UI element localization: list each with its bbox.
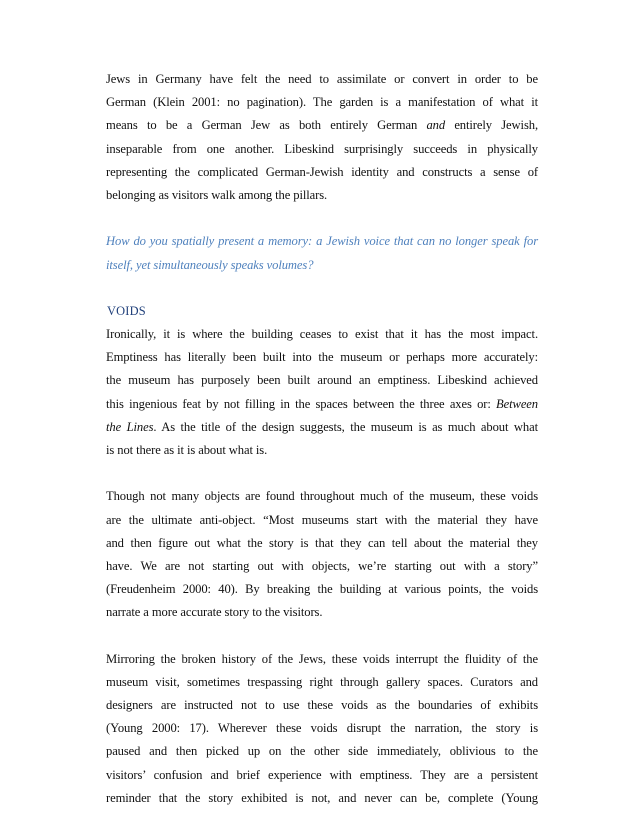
paragraph-3 (106, 485, 538, 624)
text-run: means to be a German Jew as both entirely German (106, 118, 427, 133)
text-line: (Young 2000: 17). Wherever these voids disrupt the narration, the story is (106, 721, 538, 736)
text-line: itself, yet simultaneously speaks volumes? (106, 257, 314, 272)
text-line: Mirroring the broken history of the Jews, these voids interrupt the fluidity of the (106, 651, 538, 666)
text-line: German (Klein 2001: no pagination). The garden is a manifestation of what it (106, 95, 538, 110)
text-line: inseparable from one another. Libeskind surprisingly succeeds in physically (106, 141, 538, 156)
text-line: museum visit, sometimes trespassing right through gallery spaces. Curators and (106, 674, 538, 689)
emphasis-text: Between (496, 396, 538, 411)
text-line: is not there as it is about what is. (106, 443, 268, 457)
text-line: Jews in Germany have felt the need to assimilate or convert in order to be (106, 72, 538, 86)
emphasis-text: and (426, 118, 446, 133)
text-line: Emptiness has literally been built into the museum or perhaps more accurately: (106, 350, 538, 365)
text-line: Ironically, it is where the building ceases to exist that it has the most impact. (106, 327, 538, 342)
text-line: the museum has purposely been built around an emptiness. Libeskind achieved (106, 373, 538, 388)
text-line (106, 416, 538, 439)
text-line: How do you spatially present a memory: a Jewish voice that can no longer speak for (106, 234, 538, 249)
text-line: and then figure out what the story is that they can tell about the material they (106, 535, 538, 550)
pull-question (106, 230, 538, 276)
text-run: entirely Jewish, (445, 118, 538, 133)
text-line: (Freudenheim 2000: 40). By breaking the building at various points, the voids (106, 582, 538, 597)
paragraph-gap (106, 277, 538, 300)
paragraph-2 (106, 323, 538, 462)
text-run: . As the title of the design suggests, the museum is as much about what (153, 419, 538, 434)
text-line: belonging as visitors walk among the pillars. (106, 187, 328, 202)
text-line: are the ultimate anti-object. “Most museums start with the material they have (106, 512, 538, 527)
emphasis-text: the Lines (106, 419, 154, 434)
text-line: designers are instructed not to use these voids as the boundaries of exhibits (106, 698, 538, 713)
paragraph-gap (106, 207, 538, 230)
text-line: reminder that the story exhibited is not, and never can be, complete (Young (106, 790, 538, 805)
text-line (106, 114, 538, 137)
page-content (106, 68, 538, 810)
text-line: narrate a more accurate story to the visitors. (106, 605, 323, 620)
paragraph-1 (106, 68, 538, 207)
text-line (106, 393, 538, 416)
paragraph-4 (106, 648, 538, 810)
text-run: this ingenious feat by not filling in the spaces between the three axes or: (106, 396, 497, 411)
text-line: visitors’ confusion and brief experience with emptiness. They are a persistent (106, 767, 538, 782)
text-line: paused and then picked up on the other side immediately, oblivious to the (106, 744, 538, 759)
section-heading: VOIDS (107, 303, 146, 318)
paragraph-gap (106, 625, 538, 648)
paragraph-gap (106, 462, 538, 485)
text-line: have. We are not starting out with objects, we’re starting out with a story” (106, 558, 538, 573)
text-line: Though not many objects are found throughout much of the museum, these voids (106, 489, 538, 504)
text-line: representing the complicated German-Jewish identity and constructs a sense of (106, 164, 538, 179)
